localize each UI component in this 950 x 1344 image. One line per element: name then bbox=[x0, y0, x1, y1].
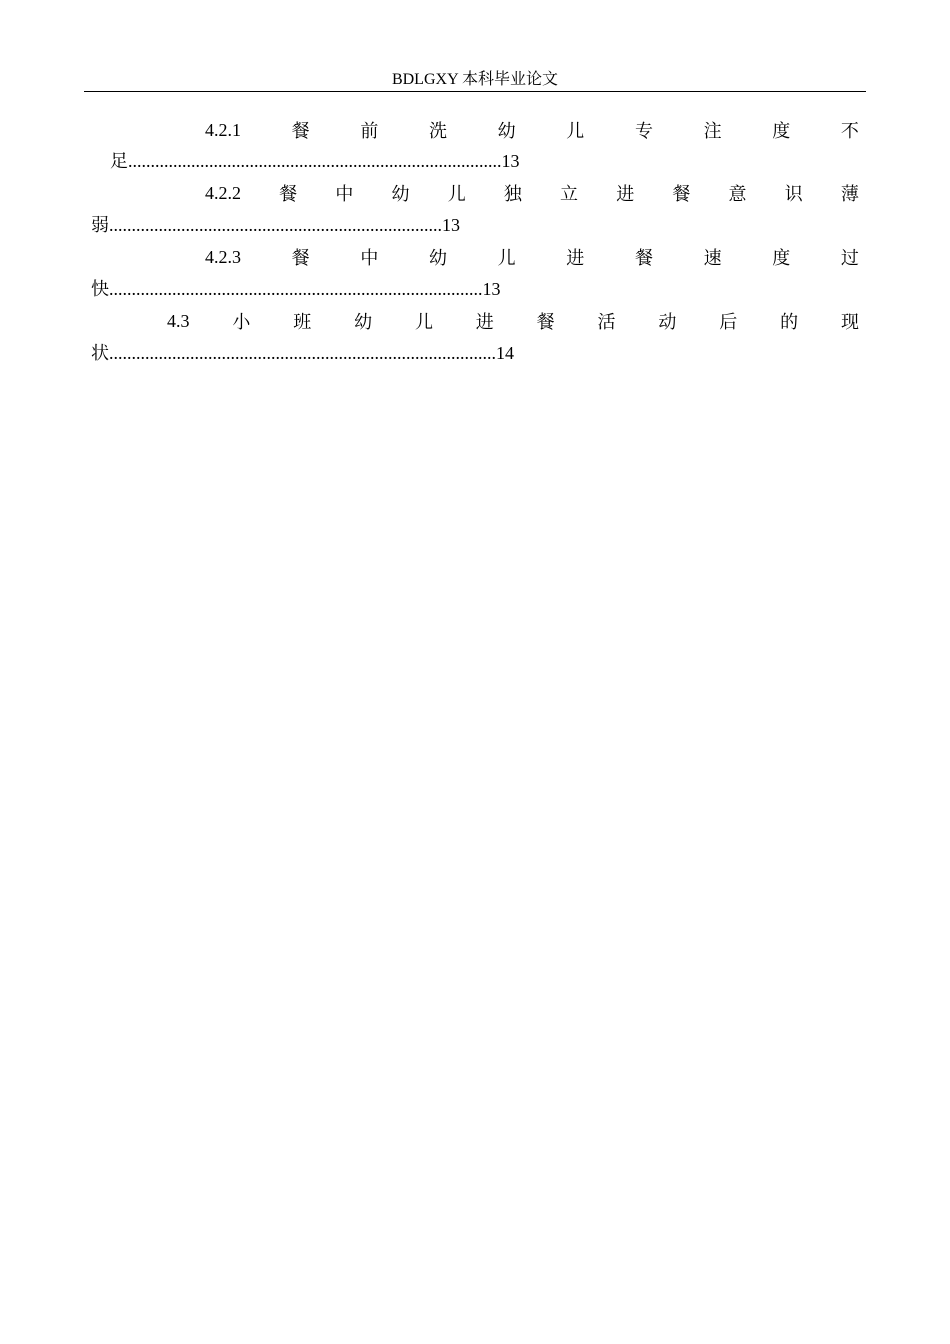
toc-title-char: 儿 bbox=[447, 184, 466, 204]
toc-title-char: 不 bbox=[840, 121, 859, 141]
toc-section-number: 4.2.3 bbox=[205, 246, 241, 267]
toc-title-char: 度 bbox=[772, 121, 791, 141]
toc-page-number: 14 bbox=[496, 343, 514, 363]
toc-entry-title-line bbox=[205, 181, 859, 205]
toc-title-char: 餐 bbox=[672, 184, 691, 204]
toc-section-number: 4.2.1 bbox=[205, 119, 241, 140]
toc-title-char: 班 bbox=[293, 312, 312, 332]
toc-title-char: 幼 bbox=[354, 312, 373, 332]
toc-title-char: 餐 bbox=[536, 312, 555, 332]
toc-title-char: 餐 bbox=[634, 248, 653, 268]
toc-title-char: 中 bbox=[335, 184, 354, 204]
toc-title-char: 足 bbox=[110, 151, 128, 171]
toc-title-char: 现 bbox=[840, 312, 859, 332]
toc-title-char: 注 bbox=[703, 121, 722, 141]
toc-title-char: 餐 bbox=[291, 248, 310, 268]
toc-title-char: 弱 bbox=[91, 215, 109, 235]
toc-dot-leader: ................................................................................... bbox=[128, 151, 502, 171]
toc-entry-title-line bbox=[205, 245, 859, 269]
toc-title-char: 度 bbox=[772, 248, 791, 268]
toc-title-char: 幼 bbox=[428, 248, 447, 268]
toc-entry-leader-line bbox=[91, 213, 460, 237]
toc-title-char: 独 bbox=[503, 184, 522, 204]
toc-entry-title-line bbox=[205, 118, 859, 142]
toc-title-char: 前 bbox=[360, 121, 379, 141]
running-header-title: BDLGXY 本科毕业论文 bbox=[391, 71, 559, 88]
toc-title-char: 儿 bbox=[566, 121, 585, 141]
toc-title-char: 快 bbox=[91, 279, 109, 299]
toc-title-char: 意 bbox=[728, 184, 747, 204]
toc-page-number: 13 bbox=[482, 279, 501, 299]
toc-section-number: 4.2.2 bbox=[205, 182, 241, 203]
toc-dot-leader: ...................................................................................... bbox=[109, 343, 496, 363]
toc-title-char: 进 bbox=[616, 184, 635, 204]
toc-entry-leader-line bbox=[110, 149, 520, 173]
toc-title-char: 餐 bbox=[279, 184, 298, 204]
toc-title-char: 立 bbox=[560, 184, 579, 204]
toc-title-char: 儿 bbox=[497, 248, 516, 268]
toc-title-char: 后 bbox=[719, 312, 738, 332]
toc-title-char: 进 bbox=[566, 248, 585, 268]
toc-title-char: 小 bbox=[232, 312, 251, 332]
toc-title-char: 状 bbox=[91, 343, 109, 363]
toc-title-char: 儿 bbox=[414, 312, 433, 332]
toc-title-char: 速 bbox=[703, 248, 722, 268]
toc-title-char: 专 bbox=[634, 121, 653, 141]
toc-title-char: 过 bbox=[840, 248, 859, 268]
toc-title-char: 洗 bbox=[428, 121, 447, 141]
toc-entry-leader-line bbox=[91, 277, 501, 301]
toc-title-char: 的 bbox=[780, 312, 799, 332]
toc-entry-leader-line bbox=[91, 341, 514, 365]
toc-title-char: 活 bbox=[597, 312, 616, 332]
toc-title-char: 幼 bbox=[391, 184, 410, 204]
table-of-contents bbox=[0, 0, 950, 400]
toc-page-number: 13 bbox=[501, 151, 520, 171]
toc-title-char: 进 bbox=[475, 312, 494, 332]
toc-title-char: 幼 bbox=[497, 121, 516, 141]
toc-title-char: 动 bbox=[658, 312, 677, 332]
toc-dot-leader: ................................................................................... bbox=[109, 279, 483, 299]
toc-title-char: 餐 bbox=[291, 121, 310, 141]
toc-title-char: 薄 bbox=[840, 184, 859, 204]
toc-entry-title-line bbox=[167, 309, 859, 333]
toc-title-char: 中 bbox=[360, 248, 379, 268]
toc-title-char: 识 bbox=[784, 184, 803, 204]
toc-page-number: 13 bbox=[442, 215, 460, 235]
toc-dot-leader: .......................................................................... bbox=[109, 215, 442, 235]
toc-section-number: 4.3 bbox=[167, 310, 190, 331]
